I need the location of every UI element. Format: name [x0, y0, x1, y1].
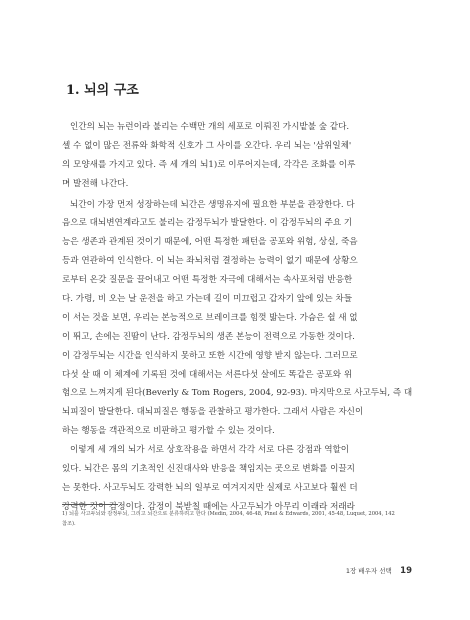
text-line: 이 서는 것을 보면, 우리는 본능적으로 브레이크를 힘껏 밟는다. 가슴은 쉴 새 없: [62, 312, 358, 323]
text-line: 이렇게 세 개의 뇌가 서로 상호작용을 하면서 각각 서로 다른 강점과 역할이: [70, 445, 350, 456]
text-line: 로부터 온갖 질문을 끌어내고 어떤 특정한 자극에 대해서는 속사포처럼 반응한: [62, 275, 353, 286]
text-line: 강력한 것이 감정이다. 감정이 북받칠 때에는 사고두뇌가 아무리 이래라 저래라: [62, 501, 355, 512]
page-footer: [346, 566, 412, 576]
footnote-line: 참조).: [62, 521, 76, 527]
text-line: 하는 행동을 객관적으로 비판하고 평가할 수 있는 것이다.: [62, 426, 275, 437]
text-line: 뇌간이 가장 먼저 성장하는데 뇌간은 생명유지에 필요한 부분을 관장한다. 다: [70, 199, 355, 210]
section-heading: 1. 뇌의 구조: [66, 83, 139, 98]
footnote-divider: [62, 504, 118, 505]
paragraph-1: [62, 118, 414, 194]
paragraph-2: [62, 196, 414, 517]
text-line: 셀 수 없이 많은 전류와 화학적 신호가 그 사이를 오간다. 우리 뇌는 '삼위일체': [62, 140, 352, 151]
footnote-line: 1) 뇌를 사고두뇌와 감정두뇌, 그리고 뇌간으로 분류하려고 한다 (Medin, 2004, 46-48, Pinel & Edwards, 2001, 45-48, Luquet, 2004, 142: [62, 511, 395, 517]
text-line: 는 못한다. 사고두뇌도 강력한 뇌의 일부로 여겨지지만 실제로 사고보다 훨씬 더: [62, 482, 358, 493]
text-line: 이 감정두뇌는 시간을 인식하지 못하고 또한 시간에 영향 받지 않는다. 그러므로: [62, 350, 358, 361]
text-line: 험으로 느껴지게 된다(Beverly & Tom Rogers, 2004, 92-93). 마지막으로 사고두뇌, 즉 대: [62, 388, 413, 399]
text-line: 이 뛰고, 손에는 진땀이 난다. 감정두뇌의 생존 본능이 전력으로 가동한 것이다.: [62, 331, 355, 342]
text-line: 능은 생존과 관계된 것이기 때문에, 어떤 특정한 패턴을 공포와 위험, 상실, 죽음: [62, 237, 358, 248]
page-number: 19: [400, 566, 412, 576]
text-line: 다섯 살 때 이 체계에 기록된 것에 대해서는 서른다섯 살에도 똑같은 공포와 위: [62, 369, 353, 380]
text-line: 있다. 뇌간은 몸의 기초적인 신진대사와 반응을 책임지는 곳으로 변화를 이끌지: [62, 464, 355, 475]
text-line: 며 발전해 나간다.: [62, 178, 129, 189]
footnote: [62, 509, 414, 529]
text-line: 등과 연관하여 인식한다. 이 뇌는 좌뇌처럼 결정하는 능력이 없기 때문에 상황으: [62, 256, 358, 267]
text-line: 다. 가령, 비 오는 날 운전을 하고 가는데 길이 미끄럽고 갑자기 앞에 있는 차들: [62, 294, 353, 305]
chapter-label: 1장 배우자 선택: [345, 567, 392, 575]
text-line: 인간의 뇌는 뉴런이라 불리는 수백만 개의 세포로 이뤄진 가시밭불 숲 같다.: [70, 122, 350, 132]
text-line: 음으로 대뇌변연계라고도 불리는 감정두뇌가 발달한다. 이 감정두뇌의 주요 기: [62, 218, 353, 229]
body-text: [62, 118, 414, 517]
text-line: 뇌피질이 발달한다. 대뇌피질은 행동을 관찰하고 평가한다. 그래서 사람은 자신이: [62, 407, 364, 418]
text-line: 의 모양새를 가지고 있다. 즉 세 개의 뇌1)로 이루어지는데, 각각은 조화를 이루: [62, 159, 356, 170]
